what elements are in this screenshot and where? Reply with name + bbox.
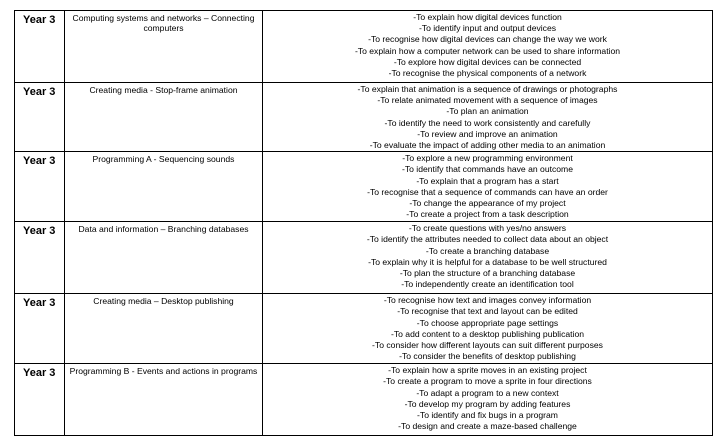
table-row [15, 364, 713, 436]
year-cell: Year 3 [15, 83, 65, 152]
objective-item: -To create questions with yes/no answers [408, 223, 567, 234]
objective-item: -To change the appearance of my project [409, 198, 566, 209]
objective-item: -To plan the structure of a branching database [399, 268, 576, 279]
objective-item: -To create a branching database [425, 245, 550, 256]
objective-item: -To consider how different layouts can suit different purposes [372, 340, 603, 351]
objectives-cell [263, 222, 713, 294]
table-row [15, 152, 713, 222]
year-cell: Year 3 [15, 364, 65, 436]
objectives-cell [263, 152, 713, 222]
objective-item: -To explain that a program has a start [416, 175, 559, 186]
year-cell: Year 3 [15, 294, 65, 364]
objective-item: -To recognise that text and layout can be edited [397, 306, 578, 317]
objectives-cell [263, 11, 713, 83]
objective-item: -To add content to a desktop publishing publication [390, 328, 584, 339]
objective-item: -To relate animated movement with a sequence of images [377, 95, 598, 106]
objective-item: -To develop my program by adding features [404, 398, 571, 409]
objective-item: -To explain how digital devices function [413, 12, 562, 22]
unit-cell: Programming B - Events and actions in programs [65, 364, 263, 436]
table-row [15, 83, 713, 152]
objective-item: -To choose appropriate page settings [416, 317, 559, 328]
objectives-cell [263, 83, 713, 152]
objective-item: -To create a program to move a sprite in four directions [383, 376, 592, 387]
unit-cell: Creating media – Desktop publishing [65, 294, 263, 364]
objectives-cell [263, 294, 713, 364]
objective-item: -To recognise that a sequence of commands can have an order [367, 186, 608, 197]
objective-item: -To identify and fix bugs in a program [417, 410, 558, 421]
objective-item: -To explore a new programming environment [402, 153, 573, 164]
objective-item: -To evaluate the impact of adding other media to an animation [369, 140, 606, 151]
objective-item: -To identify the need to work consistently and carefully [384, 117, 591, 128]
unit-cell: Computing systems and networks – Connecting computers [65, 11, 263, 83]
objective-item: -To review and improve an animation [417, 128, 558, 139]
objective-item: -To recognise how text and images convey information [383, 295, 592, 306]
year-cell: Year 3 [15, 11, 65, 83]
objective-item: -To identify the attributes needed to collect data about an object [366, 234, 609, 245]
objective-item: -To design and create a maze-based challenge [398, 421, 577, 432]
objective-item: -To explore how digital devices can be connected [393, 56, 582, 67]
table-row [15, 294, 713, 364]
objective-item: -To create a project from a task description [406, 209, 569, 220]
table-row [15, 11, 713, 83]
objective-item: -To recognise the physical components of a network [388, 68, 587, 79]
table-row [15, 222, 713, 294]
unit-cell: Creating media - Stop-frame animation [65, 83, 263, 152]
unit-cell: Programming A - Sequencing sounds [65, 152, 263, 222]
objectives-cell [263, 364, 713, 436]
objective-item: -To recognise how digital devices can change the way we work [368, 34, 607, 45]
objective-item: -To explain that animation is a sequence of drawings or photographs [357, 84, 618, 94]
year-cell: Year 3 [15, 222, 65, 294]
objective-item: -To explain how a computer network can be used to share information [354, 45, 621, 56]
objective-item: -To plan an animation [446, 106, 529, 117]
objective-item: -To identify input and output devices [418, 23, 557, 34]
objective-item: -To independently create an identification tool [401, 279, 574, 290]
objective-item: -To adapt a program to a new context [416, 387, 559, 398]
curriculum-table [14, 10, 713, 436]
year-cell: Year 3 [15, 152, 65, 222]
objective-item: -To identify that commands have an outcome [401, 164, 573, 175]
unit-cell: Data and information – Branching databases [65, 222, 263, 294]
objective-item: -To explain why it is helpful for a database to be well structured [368, 256, 607, 267]
objective-item: -To consider the benefits of desktop publishing [399, 351, 576, 362]
objective-item: -To explain how a sprite moves in an existing project [388, 365, 587, 376]
